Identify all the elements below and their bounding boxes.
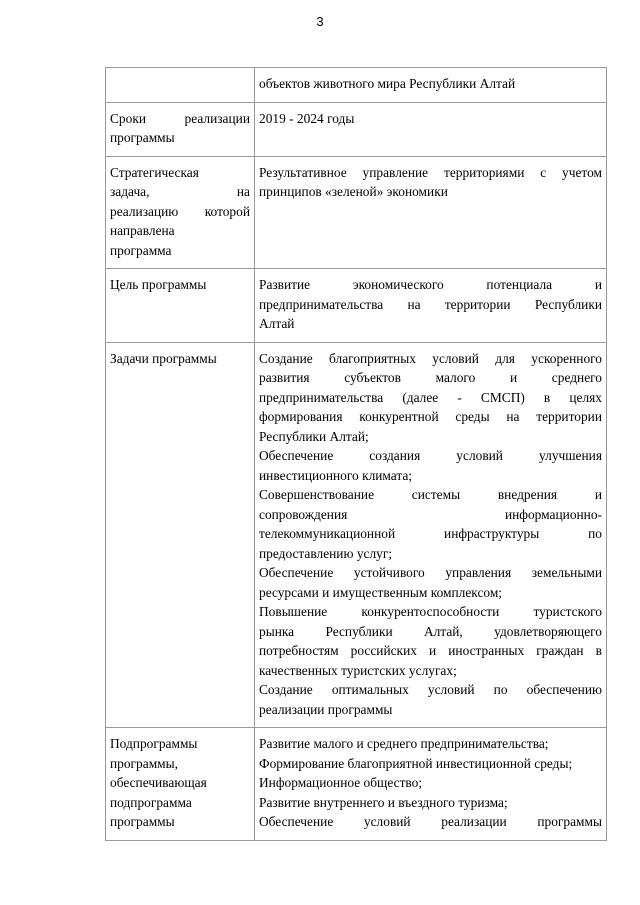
label-line: Подпрограммы	[110, 736, 198, 751]
row-label	[106, 102, 255, 156]
row-label	[106, 68, 255, 103]
label-line: Цель программы	[110, 277, 207, 292]
value-line: Развитие экономического потенциала и	[259, 277, 602, 292]
value-line: телекоммуникационной инфраструктуры по	[259, 526, 602, 541]
value-line: Республики Алтай;	[259, 428, 369, 444]
table-row	[106, 269, 607, 343]
value-line: Обеспечение устойчивого управления земельными	[259, 565, 602, 580]
label-line: программа	[110, 242, 172, 258]
row-label	[106, 156, 255, 269]
value-line: рынка Республики Алтай, удовлетворяющего	[259, 623, 602, 639]
value-line: Повышение конкурентоспособности туристского	[259, 604, 602, 619]
label-line: Стратегическая	[110, 164, 199, 180]
label-line: Сроки реализации	[110, 110, 250, 126]
row-value	[255, 728, 607, 841]
label-line: направлена	[110, 223, 175, 238]
table-row	[106, 102, 607, 156]
value-line: Создание благоприятных условий для ускоренного	[259, 350, 602, 366]
label-line: программы	[110, 130, 175, 145]
row-label	[106, 342, 255, 728]
value-line: объектов животного мира Республики Алтай	[259, 76, 516, 91]
table-row	[106, 156, 607, 269]
row-value	[255, 269, 607, 343]
table-row	[106, 342, 607, 728]
label-line: программы	[110, 814, 175, 829]
value-line: реализации программы	[259, 701, 393, 717]
value-line: потребностям российских и иностранных граждан в	[259, 643, 602, 658]
value-line: ресурсами и имущественным комплексом;	[259, 584, 503, 600]
value-line: Совершенствование системы внедрения и	[259, 487, 602, 502]
value-line: Обеспечение создания условий улучшения	[259, 448, 602, 463]
table-row	[106, 728, 607, 841]
label-line: реализацию которой	[110, 203, 250, 219]
row-label	[106, 269, 255, 343]
value-line: Развитие малого и среднего предпринимательства;	[259, 736, 549, 751]
value-line: качественных туристских услугах;	[259, 662, 457, 678]
value-line: принципов «зеленой» экономики	[259, 184, 448, 199]
row-label	[106, 728, 255, 841]
value-line: развития субъектов малого и среднего	[259, 370, 602, 385]
value-line: Результативное управление территориями с учетом	[259, 164, 602, 180]
value-line: предоставлению услуг;	[259, 545, 393, 561]
value-line: предпринимательства (далее - СМСП) в целях	[259, 389, 602, 405]
value-line: предпринимательства на территории Республики	[259, 296, 602, 312]
row-value	[255, 102, 607, 156]
value-line: Формирование благоприятной инвестиционной среды;	[259, 755, 573, 771]
value-line: Обеспечение условий реализации программы	[259, 814, 602, 829]
value-line: Алтай	[259, 316, 295, 331]
label-line: программы,	[110, 755, 178, 771]
value-line: сопровождения информационно-	[259, 506, 602, 522]
row-value	[255, 342, 607, 728]
table-row	[106, 68, 607, 103]
value-line: Создание оптимальных условий по обеспечению	[259, 682, 602, 697]
row-value	[255, 68, 607, 103]
value-line: Информационное общество;	[259, 775, 423, 790]
label-line: задача, на	[110, 184, 250, 199]
value-line: формирования конкурентной среды на территории	[259, 409, 602, 424]
value-line: 2019 - 2024 годы	[259, 110, 355, 126]
program-passport-table	[105, 67, 607, 841]
row-value	[255, 156, 607, 269]
value-line: инвестиционного климата;	[259, 467, 413, 483]
page-number: 3	[316, 14, 324, 29]
value-line: Развитие внутреннего и въездного туризма;	[259, 794, 508, 810]
label-line: Задачи программы	[110, 350, 217, 366]
label-line: обеспечивающая	[110, 775, 207, 790]
label-line: подпрограмма	[110, 794, 192, 810]
